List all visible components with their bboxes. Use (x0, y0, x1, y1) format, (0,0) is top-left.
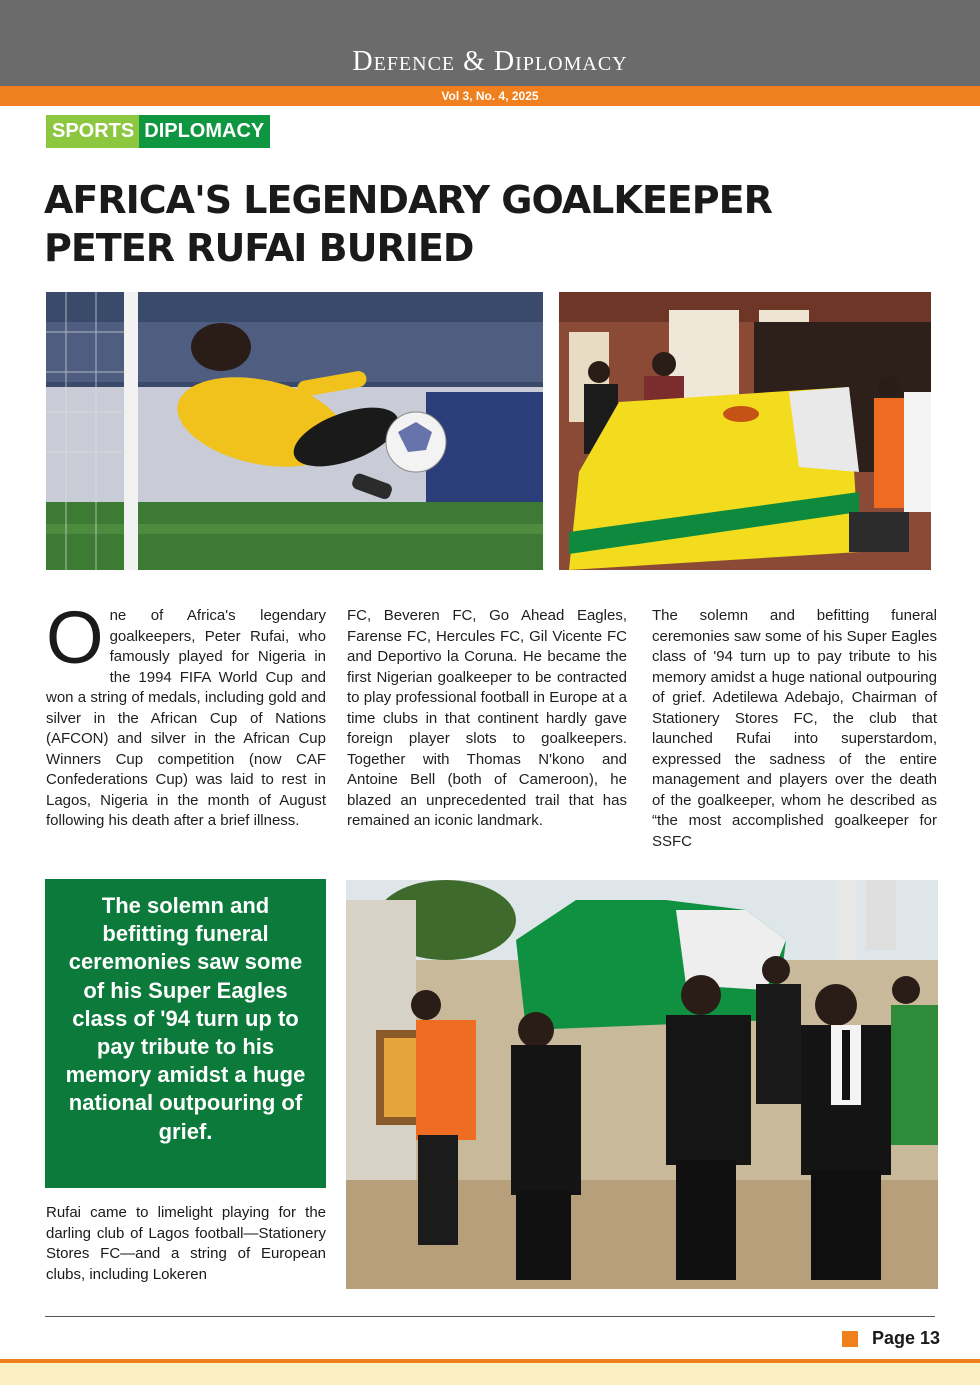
issue-label: Vol 3, No. 4, 2025 (441, 89, 539, 103)
column-1-text: ne of Africa's legendary goalkeepers, Peter Rufai, who famously played for Nigeria in the 1994 FIFA World Cup and won a string of medals, including gold and silver in the African Cup of Nations (AFCON) and silver in the African Cup Winners Cup competition (now CAF Confederations Cup) was laid to rest in Lagos, Nigeria in the month of August following his death after a brief illness. (46, 607, 326, 829)
article-column-2: FC, Beveren FC, Go Ahead Eagles, Farense FC, Hercules FC, Gil Vicente FC and Deportivo la Coruna. He became the first Nigerian goalkeeper to be contracted to play professional football in Europe at a time clubs in that continent hardly gave foreign player slots to goalkeepers. Together with Thomas N'kono and Antoine Bell (both of Cameroon), he blazed an unprecedented trail that has remained an iconic landmark. (347, 607, 627, 829)
headline-line-1: AFRICA'S LEGENDARY GOALKEEPER (44, 178, 772, 222)
funeral-casket-photo (559, 292, 931, 570)
pallbearers-photo (346, 880, 938, 1289)
headline-line-2: PETER RUFAI BURIED (44, 226, 474, 270)
drop-cap: O (46, 596, 104, 679)
article-column-4: Rufai came to limelight playing for the darling club of Lagos football—Stationery Stores FC—and a string of European clubs, including Lokeren (46, 1204, 326, 1283)
article-column-3: The solemn and befitting funeral ceremonies saw some of his Super Eagles class of '94 turn up to pay tribute to his memory amidst a huge national outpouring of grief. Adetilewa Adebajo, Chairman of Stationery Stores FC, the club that launched Rufai into superstardom, expressed the sadness of the entire management and players over the death of the goalkeeper, whom he described as “the most accomplished goalkeeper for SSFC (652, 607, 937, 850)
pull-quote: The solemn and befitting funeral ceremonies saw some of his Super Eagles class of '94 turn up to pay tribute to his memory amidst a huge national outpouring of grief. (45, 879, 326, 1188)
article-headline (44, 176, 944, 272)
footer-band (0, 1363, 980, 1385)
section-tag (46, 115, 270, 148)
footer-rule (45, 1316, 935, 1317)
page-number: Page 13 (872, 1328, 941, 1348)
page-marker (842, 1331, 858, 1347)
goalkeeper-diving-photo (46, 292, 543, 570)
section-tag-diplomacy: DIPLOMACY (139, 115, 270, 148)
article-column-1 (46, 596, 326, 832)
magazine-title: Defence & Diplomacy (352, 46, 628, 77)
section-tag-sports: SPORTS (46, 115, 139, 148)
